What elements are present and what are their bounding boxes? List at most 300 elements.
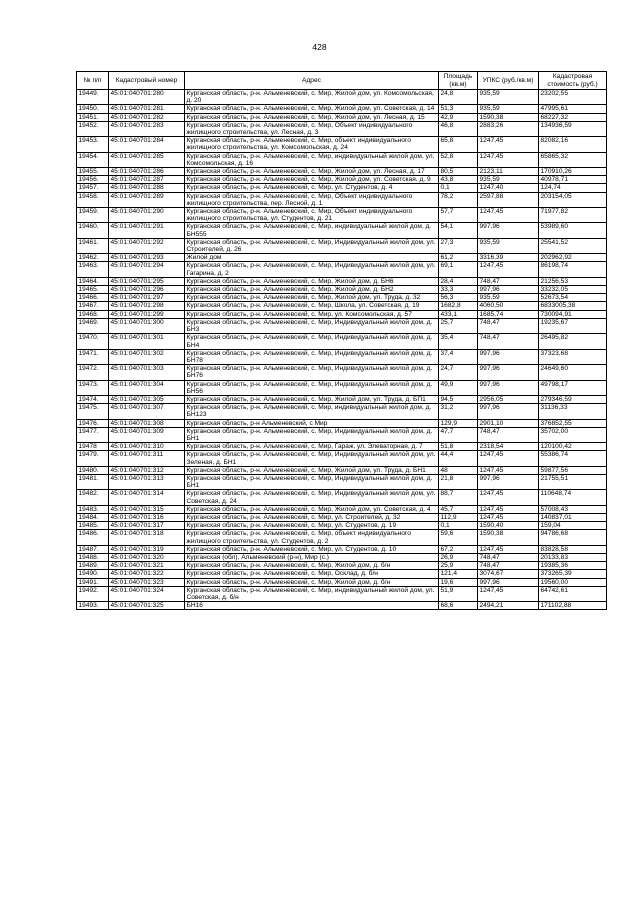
cell-cost: 23202,55: [539, 90, 607, 105]
cell-area: 112,9: [439, 513, 478, 521]
cell-upks: 2494,21: [478, 602, 539, 610]
cell-address: Курганская область, р-н. Альменевский, с. Мир, Индивидуальный жилой дом, д. БН1: [185, 474, 439, 489]
cell-area: 59,6: [439, 530, 478, 545]
table-row: [77, 318, 607, 333]
cell-upks: 997,96: [478, 578, 539, 586]
table-row: [77, 277, 607, 285]
table-row: [77, 562, 607, 570]
cell-upks: 1247,45: [478, 451, 539, 466]
cell-cadastral: 45:01:040701:312: [109, 466, 185, 474]
cell-cadastral: 45:01:040701:309: [109, 427, 185, 442]
table-row: [77, 474, 607, 489]
cell-cadastral: 45:01:040701:281: [109, 105, 185, 113]
cell-cadastral: 45:01:040701:305: [109, 395, 185, 403]
cell-address: БН16: [185, 602, 439, 610]
cell-cadastral: 45:01:040701:301: [109, 334, 185, 349]
cell-area: 88,7: [439, 490, 478, 505]
cell-upks: 997,96: [478, 404, 539, 419]
cell-cadastral: 45:01:040701:287: [109, 176, 185, 184]
cell-upks: 1247,45: [478, 513, 539, 521]
cell-cost: 376852,55: [539, 419, 607, 427]
cell-address: Курганская область, р-н. Альменевский, с. Мир, Жилой дом, д. б/н: [185, 578, 439, 586]
cell-num: 19489.: [77, 562, 109, 570]
cell-cadastral: 45:01:040701:298: [109, 302, 185, 310]
cell-upks: 1247,40: [478, 184, 539, 192]
cell-area: 37,4: [439, 349, 478, 364]
cell-area: 26,9: [439, 553, 478, 561]
cell-num: 19469.: [77, 318, 109, 333]
cell-address: Курганская область, р-н. Альменевский, с. Мир, Осклад, д. б/н: [185, 570, 439, 578]
cell-cost: 57008,43: [539, 505, 607, 513]
cell-address: Курганская область, р-н. Альменевский, с. Мир, Индивидуальный жилой дом, д. БН3: [185, 318, 439, 333]
cell-cost: 171102,88: [539, 602, 607, 610]
cell-num: 19461.: [77, 238, 109, 253]
cell-area: 0,1: [439, 184, 478, 192]
cell-address: Курганская область, р-н. Альменевский, с. Мир, Жилой дом, д. б/н: [185, 562, 439, 570]
cell-upks: 3074,67: [478, 570, 539, 578]
cell-area: 33,3: [439, 286, 478, 294]
cell-num: 19488.: [77, 553, 109, 561]
cell-upks: 748,47: [478, 318, 539, 333]
cell-num: 19471.: [77, 349, 109, 364]
cell-area: 61,2: [439, 254, 478, 262]
cell-area: 68,6: [439, 602, 478, 610]
cell-upks: 748,47: [478, 277, 539, 285]
cell-upks: 997,96: [478, 365, 539, 380]
cell-num: 19492.: [77, 586, 109, 601]
cell-address: Курганская область, р-н. Альменевский, с. Мир, Жилой дом, ул. Советская, д. 9: [185, 176, 439, 184]
cell-num: 19453.: [77, 137, 109, 152]
table-row: [77, 184, 607, 192]
cell-cost: 19385,36: [539, 562, 607, 570]
cell-upks: 4060,50: [478, 302, 539, 310]
cell-area: 78,2: [439, 192, 478, 207]
cell-address: Курганская область, р-н. Альменевский, с. Мир, Жилой дом, д. БН6: [185, 277, 439, 285]
cell-address: Курганская область, р-н. Альменевский, с. Мир, ул. Комсомольская, д. 57: [185, 310, 439, 318]
cell-num: 19470.: [77, 334, 109, 349]
cell-upks: 1590,38: [478, 530, 539, 545]
cell-cost: 37323,68: [539, 349, 607, 364]
cell-address: Курганская область, р-н. Альменевский, с. Мир, Жилой дом, ул. Труда, д. 32: [185, 294, 439, 302]
cell-area: 57,7: [439, 208, 478, 223]
cell-num: 19458.: [77, 192, 109, 207]
header-num: № п/п: [77, 72, 109, 90]
cell-cost: 94786,68: [539, 530, 607, 545]
cell-upks: 2123,11: [478, 168, 539, 176]
cell-cost: 19235,67: [539, 318, 607, 333]
table-row: [77, 262, 607, 277]
cell-cadastral: 45:01:040701:286: [109, 168, 185, 176]
cell-upks: 935,59: [478, 176, 539, 184]
table-row: [77, 223, 607, 238]
cell-cost: 55386,74: [539, 451, 607, 466]
cell-upks: 748,47: [478, 427, 539, 442]
cell-num: 19452.: [77, 121, 109, 136]
table-row: [77, 254, 607, 262]
cell-cadastral: 45:01:040701:291: [109, 223, 185, 238]
cell-cadastral: 45:01:040701:310: [109, 443, 185, 451]
cell-address: Курганская область, р-н. Альменевский, с. Мир, объект индивидуального жилищного строительства, ул. Студентов, д. 2: [185, 530, 439, 545]
cell-cost: 120100,42: [539, 443, 607, 451]
table-row: [77, 310, 607, 318]
cell-cost: 68227,32: [539, 113, 607, 121]
cell-address: Жилой дом: [185, 254, 439, 262]
table-row: [77, 113, 607, 121]
table-row: [77, 365, 607, 380]
header-upks: УПКС (руб./кв.м): [478, 72, 539, 90]
cell-cadastral: 45:01:040701:293: [109, 254, 185, 262]
cell-area: 0,1: [439, 522, 478, 530]
cell-cost: 202962,92: [539, 254, 607, 262]
table-row: [77, 121, 607, 136]
cell-num: 19476.: [77, 419, 109, 427]
cell-cost: 53989,60: [539, 223, 607, 238]
cell-num: 19454.: [77, 152, 109, 167]
cell-cost: 40978,71: [539, 176, 607, 184]
table-row: [77, 586, 607, 601]
cell-area: 27,3: [439, 238, 478, 253]
cell-area: 94,5: [439, 395, 478, 403]
cell-cadastral: 45:01:040701:315: [109, 505, 185, 513]
table-row: [77, 513, 607, 521]
cell-upks: 2901,10: [478, 419, 539, 427]
cell-cadastral: 45:01:040701:302: [109, 349, 185, 364]
table-row: [77, 505, 607, 513]
cell-cost: 134936,59: [539, 121, 607, 136]
cell-cost: 83828,58: [539, 545, 607, 553]
cell-num: 19464.: [77, 277, 109, 285]
cell-address: Курганская область, р-н. Альменевский, с. Мир, ул. Строителей, д. 32: [185, 513, 439, 521]
cell-address: Курганская область, р-н. Альменевский, с. Мир, Индивидуальный жилой дом, ул. Строителей, д. 26: [185, 238, 439, 253]
table-row: [77, 137, 607, 152]
cell-address: Курганская область, р-н. Альменевский, с. Мир, Жилой дом, д. БН2: [185, 286, 439, 294]
table-row: [77, 602, 607, 610]
table-row: [77, 334, 607, 349]
header-row: [77, 72, 607, 90]
cell-num: 19490.: [77, 570, 109, 578]
cell-upks: 935,59: [478, 90, 539, 105]
cell-num: 19478: [77, 443, 109, 451]
cell-num: 19487.: [77, 545, 109, 553]
cell-upks: 997,96: [478, 474, 539, 489]
cell-address: Курганская область, р-н. Альменевский, с. Мир, Жилой дом, ул. Лесная, д. 15: [185, 113, 439, 121]
cell-num: 19459.: [77, 208, 109, 223]
cadastral-registry-table: [76, 71, 607, 610]
cell-num: 19451.: [77, 113, 109, 121]
cell-num: 19467.: [77, 302, 109, 310]
cell-upks: 935,59: [478, 238, 539, 253]
cell-cadastral: 45:01:040701:323: [109, 578, 185, 586]
cell-cadastral: 45:01:040701:325: [109, 602, 185, 610]
cell-cadastral: 45:01:040701:290: [109, 208, 185, 223]
cell-cadastral: 45:01:040701:282: [109, 113, 185, 121]
cell-area: 19,6: [439, 578, 478, 586]
cell-cost: 373265,39: [539, 570, 607, 578]
table-row: [77, 427, 607, 442]
header-cadastral: Кадастровый номер: [109, 72, 185, 90]
cell-upks: 2597,88: [478, 192, 539, 207]
cell-cadastral: 45:01:040701:324: [109, 586, 185, 601]
cell-num: 19455.: [77, 168, 109, 176]
cell-num: 19486.: [77, 530, 109, 545]
cell-cadastral: 45:01:040701:322: [109, 570, 185, 578]
cell-upks: 3316,39: [478, 254, 539, 262]
table-row: [77, 522, 607, 530]
cell-cost: 6833005,38: [539, 302, 607, 310]
cell-address: Курганская область, р-н. Альменевский, с. Мир, Объект индивидуального жилищного строительства, ул. Лесная, д. 3: [185, 121, 439, 136]
cell-cost: 65865,32: [539, 152, 607, 167]
cell-cost: 279346,59: [539, 395, 607, 403]
cell-cost: 31136,33: [539, 404, 607, 419]
cell-cadastral: 45:01:040701:313: [109, 474, 185, 489]
cell-area: 24,8: [439, 90, 478, 105]
cell-cadastral: 45:01:040701:289: [109, 192, 185, 207]
cell-address: Курганская область, р-н. Альменевский, с. Мир, Индивидуальный жилой дом, ул. Зеленая, д. БН1: [185, 451, 439, 466]
cell-cadastral: 45:01:040701:304: [109, 380, 185, 395]
cell-address: Курганская область, р-н. Альменевский, с. Мир, Жилой дом, ул. Труда, д. БП1: [185, 395, 439, 403]
cell-upks: 997,96: [478, 349, 539, 364]
cell-cost: 110648,74: [539, 490, 607, 505]
cell-cost: 64742,61: [539, 586, 607, 601]
cell-cost: 82082,16: [539, 137, 607, 152]
cell-address: Курганская область, р-н. Альменевский, с. Мир, Жилой дом, ул. Советская, д. 14: [185, 105, 439, 113]
cell-address: Курганская область, р-н Альменевский, с Мир: [185, 419, 439, 427]
cell-area: 25,7: [439, 318, 478, 333]
cell-area: 69,1: [439, 262, 478, 277]
cell-cost: 25541,52: [539, 238, 607, 253]
table-row: [77, 302, 607, 310]
cell-address: Курганская область, р-н. Альменевский, с. Мир, ул. Студентов, д. 10: [185, 545, 439, 553]
cell-num: 19481.: [77, 474, 109, 489]
table-row: [77, 152, 607, 167]
cell-cost: 47995,61: [539, 105, 607, 113]
cell-upks: 1247,45: [478, 152, 539, 167]
cell-cadastral: 45:01:040701:294: [109, 262, 185, 277]
cell-address: Курганская область, р-н. Альменевский, с. Мир, Индивидуальный жилой дом, д. БН76: [185, 365, 439, 380]
cell-area: 47,7: [439, 427, 478, 442]
cell-upks: 935,59: [478, 105, 539, 113]
cell-num: 19474.: [77, 395, 109, 403]
cell-area: 45,7: [439, 505, 478, 513]
cell-num: 19491.: [77, 578, 109, 586]
cell-cost: 33232,05: [539, 286, 607, 294]
cell-cadastral: 45:01:040701:292: [109, 238, 185, 253]
cell-upks: 2883,26: [478, 121, 539, 136]
cell-upks: 1247,45: [478, 545, 539, 553]
cell-num: 19465.: [77, 286, 109, 294]
table-body: [77, 90, 607, 610]
table-row: [77, 176, 607, 184]
cell-num: 19466.: [77, 294, 109, 302]
cell-cadastral: 45:01:040701:317: [109, 522, 185, 530]
cell-cost: 124,74: [539, 184, 607, 192]
cell-address: Курганская (обл), Альменевский (р-н), Мир (с.): [185, 553, 439, 561]
cell-cost: 140837,01: [539, 513, 607, 521]
cell-upks: 1247,45: [478, 208, 539, 223]
cell-cost: 203154,05: [539, 192, 607, 207]
cell-cadastral: 45:01:040701:297: [109, 294, 185, 302]
cell-address: Курганская область, р-н. Альменевский, с. Мир, индивидуальный жилой дом, д. БН555: [185, 223, 439, 238]
cell-num: 19472.: [77, 365, 109, 380]
cell-address: Курганская область, р-н. Альменевский, с. Мир, Жилой дом, ул. Лесная, д. 17: [185, 168, 439, 176]
cell-num: 19484.: [77, 513, 109, 521]
cell-cadastral: 45:01:040701:308: [109, 419, 185, 427]
cell-cadastral: 45:01:040701:319: [109, 545, 185, 553]
cell-area: 51,9: [439, 586, 478, 601]
cell-upks: 1247,45: [478, 262, 539, 277]
cell-address: Курганская область, р-н. Альменевский, с. Мир, Индивидуальный жилой дом, д. БН1: [185, 427, 439, 442]
table-row: [77, 545, 607, 553]
cell-upks: 997,96: [478, 286, 539, 294]
cell-area: 49,9: [439, 380, 478, 395]
cell-address: Курганская область, р-н. Альменевский, с. Мир, Жилой дом, ул. Советская, д. 4: [185, 505, 439, 513]
cell-area: 1682,8: [439, 302, 478, 310]
cell-upks: 1247,45: [478, 505, 539, 513]
table-row: [77, 168, 607, 176]
cell-num: 19479.: [77, 451, 109, 466]
table-row: [77, 192, 607, 207]
cell-cost: 159,04: [539, 522, 607, 530]
cell-cadastral: 45:01:040701:300: [109, 318, 185, 333]
table-header: [77, 72, 607, 90]
cell-area: 43,8: [439, 176, 478, 184]
cell-upks: 748,47: [478, 334, 539, 349]
cell-cost: 730094,91: [539, 310, 607, 318]
cell-address: Курганская область, р-н. Альменевский, с. Мир, Индивидуальный жилой дом, ул. Гагарина, д. 2: [185, 262, 439, 277]
table-row: [77, 570, 607, 578]
cell-upks: 1685,74: [478, 310, 539, 318]
table-row: [77, 578, 607, 586]
cell-area: 46,8: [439, 121, 478, 136]
table-row: [77, 349, 607, 364]
cell-upks: 1247,45: [478, 586, 539, 601]
table-row: [77, 208, 607, 223]
cell-upks: 1247,45: [478, 490, 539, 505]
cell-num: 19457.: [77, 184, 109, 192]
cell-cost: 59877,56: [539, 466, 607, 474]
cell-cadastral: 45:01:040701:321: [109, 562, 185, 570]
cell-num: 19483.: [77, 505, 109, 513]
cell-area: 31,2: [439, 404, 478, 419]
cell-area: 54,1: [439, 223, 478, 238]
cell-cost: 19560,00: [539, 578, 607, 586]
cell-area: 129,9: [439, 419, 478, 427]
cell-num: 19477.: [77, 427, 109, 442]
cell-upks: 1590,40: [478, 522, 539, 530]
cell-num: 19456.: [77, 176, 109, 184]
cell-address: Курганская область, р-н. Альменевский, с. Мир, Школа, ул. Советская, д. 19: [185, 302, 439, 310]
cell-area: 48: [439, 466, 478, 474]
cell-cadastral: 45:01:040701:320: [109, 553, 185, 561]
cell-area: 21,8: [439, 474, 478, 489]
cell-address: Курганская область, р-н. Альменевский, с. Мир, объект индивидуального жилищного строительства, ул. Комсомольская, д. 24: [185, 137, 439, 152]
cell-address: Курганская область, р-н. Альменевский, с. Мир, Индивидуальный жилой дом, д. БН78: [185, 349, 439, 364]
table-row: [77, 294, 607, 302]
cell-cadastral: 45:01:040701:299: [109, 310, 185, 318]
table-row: [77, 286, 607, 294]
cell-cadastral: 45:01:040701:285: [109, 152, 185, 167]
cell-address: Курганская область, р-н. Альменевский, с. Мир, ул. Студентов, д. 4: [185, 184, 439, 192]
cell-num: 19463.: [77, 262, 109, 277]
cell-upks: 1247,45: [478, 466, 539, 474]
cell-area: 51,3: [439, 105, 478, 113]
cell-cost: 20133,83: [539, 553, 607, 561]
cell-cadastral: 45:01:040701:283: [109, 121, 185, 136]
table-row: [77, 490, 607, 505]
header-cost: Кадастровая стоимость (руб.): [539, 72, 607, 90]
cell-num: 19468.: [77, 310, 109, 318]
cell-upks: 748,47: [478, 562, 539, 570]
cell-cost: 52673,54: [539, 294, 607, 302]
cell-cost: 49798,17: [539, 380, 607, 395]
cell-area: 67,2: [439, 545, 478, 553]
table-row: [77, 451, 607, 466]
cell-area: 25,9: [439, 562, 478, 570]
table-row: [77, 530, 607, 545]
cell-upks: 2318,54: [478, 443, 539, 451]
table-row: [77, 380, 607, 395]
cell-area: 35,4: [439, 334, 478, 349]
cell-address: Курганская область, р-н. Альменевский, с. Мир, индивидуальный жилой дом, ул. Советская, д. б/н: [185, 586, 439, 601]
cell-cadastral: 45:01:040701:314: [109, 490, 185, 505]
table-row: [77, 395, 607, 403]
cell-num: 19473.: [77, 380, 109, 395]
cell-cadastral: 45:01:040701:307: [109, 404, 185, 419]
cell-cost: 35702,00: [539, 427, 607, 442]
cell-address: Курганская область, р-н. Альменевский, с. Мир, Индивидуальный жилой дом, д. БН4: [185, 334, 439, 349]
cell-cadastral: 45:01:040701:288: [109, 184, 185, 192]
table-row: [77, 419, 607, 427]
cell-cadastral: 45:01:040701:318: [109, 530, 185, 545]
cell-cadastral: 45:01:040701:296: [109, 286, 185, 294]
cell-cadastral: 45:01:040701:311: [109, 451, 185, 466]
cell-upks: 1590,38: [478, 113, 539, 121]
cell-address: Курганская область, р-н. Альменевский, с. Мир, Объект индивидуального жилищного строительства, пер. Лесной, д. 1: [185, 192, 439, 207]
table-row: [77, 105, 607, 113]
cell-upks: 1247,45: [478, 137, 539, 152]
cell-address: Курганская область, р-н. Альменевский, с. Мир, ул. Студентов, д. 19: [185, 522, 439, 530]
cell-upks: 997,96: [478, 380, 539, 395]
cell-cadastral: 45:01:040701:295: [109, 277, 185, 285]
cell-address: Курганская область, р-н. Альменевский, с. Мир, Объект индивидуального жилищного строительства, ул. Студентов, д. 21: [185, 208, 439, 223]
page-number: 428: [312, 42, 327, 52]
cell-cost: 26495,82: [539, 334, 607, 349]
cell-area: 42,9: [439, 113, 478, 121]
cell-cadastral: 45:01:040701:316: [109, 513, 185, 521]
cell-upks: 748,47: [478, 553, 539, 561]
cell-area: 28,4: [439, 277, 478, 285]
cell-num: 19493.: [77, 602, 109, 610]
cell-area: 24,7: [439, 365, 478, 380]
cell-num: 19449.: [77, 90, 109, 105]
cell-address: Курганская область, р-н. Альменевский, с. Мир, индивидуальный жилой дом, ул. Комсомольская, д. 16: [185, 152, 439, 167]
cell-cost: 21256,53: [539, 277, 607, 285]
table-row: [77, 404, 607, 419]
cell-address: Курганская область, р-н. Альменевский, с. Мир, Гараж, ул. Элеваторная, д. 7: [185, 443, 439, 451]
cell-address: Курганская область, р-н. Альменевский, с. Мир, Жилой дом, ул. Труда, д. БН1: [185, 466, 439, 474]
cell-area: 52,8: [439, 152, 478, 167]
cell-area: 65,8: [439, 137, 478, 152]
cell-cadastral: 45:01:040701:280: [109, 90, 185, 105]
cell-address: Курганская область, р-н. Альменевский, с. Мир, Индивидуальный жилой дом, ул. Советская, д. 24: [185, 490, 439, 505]
cell-cost: 170910,26: [539, 168, 607, 176]
cell-cost: 24649,60: [539, 365, 607, 380]
cell-area: 56,3: [439, 294, 478, 302]
cell-cost: 71977,82: [539, 208, 607, 223]
cell-area: 121,4: [439, 570, 478, 578]
table-row: [77, 443, 607, 451]
table-row: [77, 238, 607, 253]
